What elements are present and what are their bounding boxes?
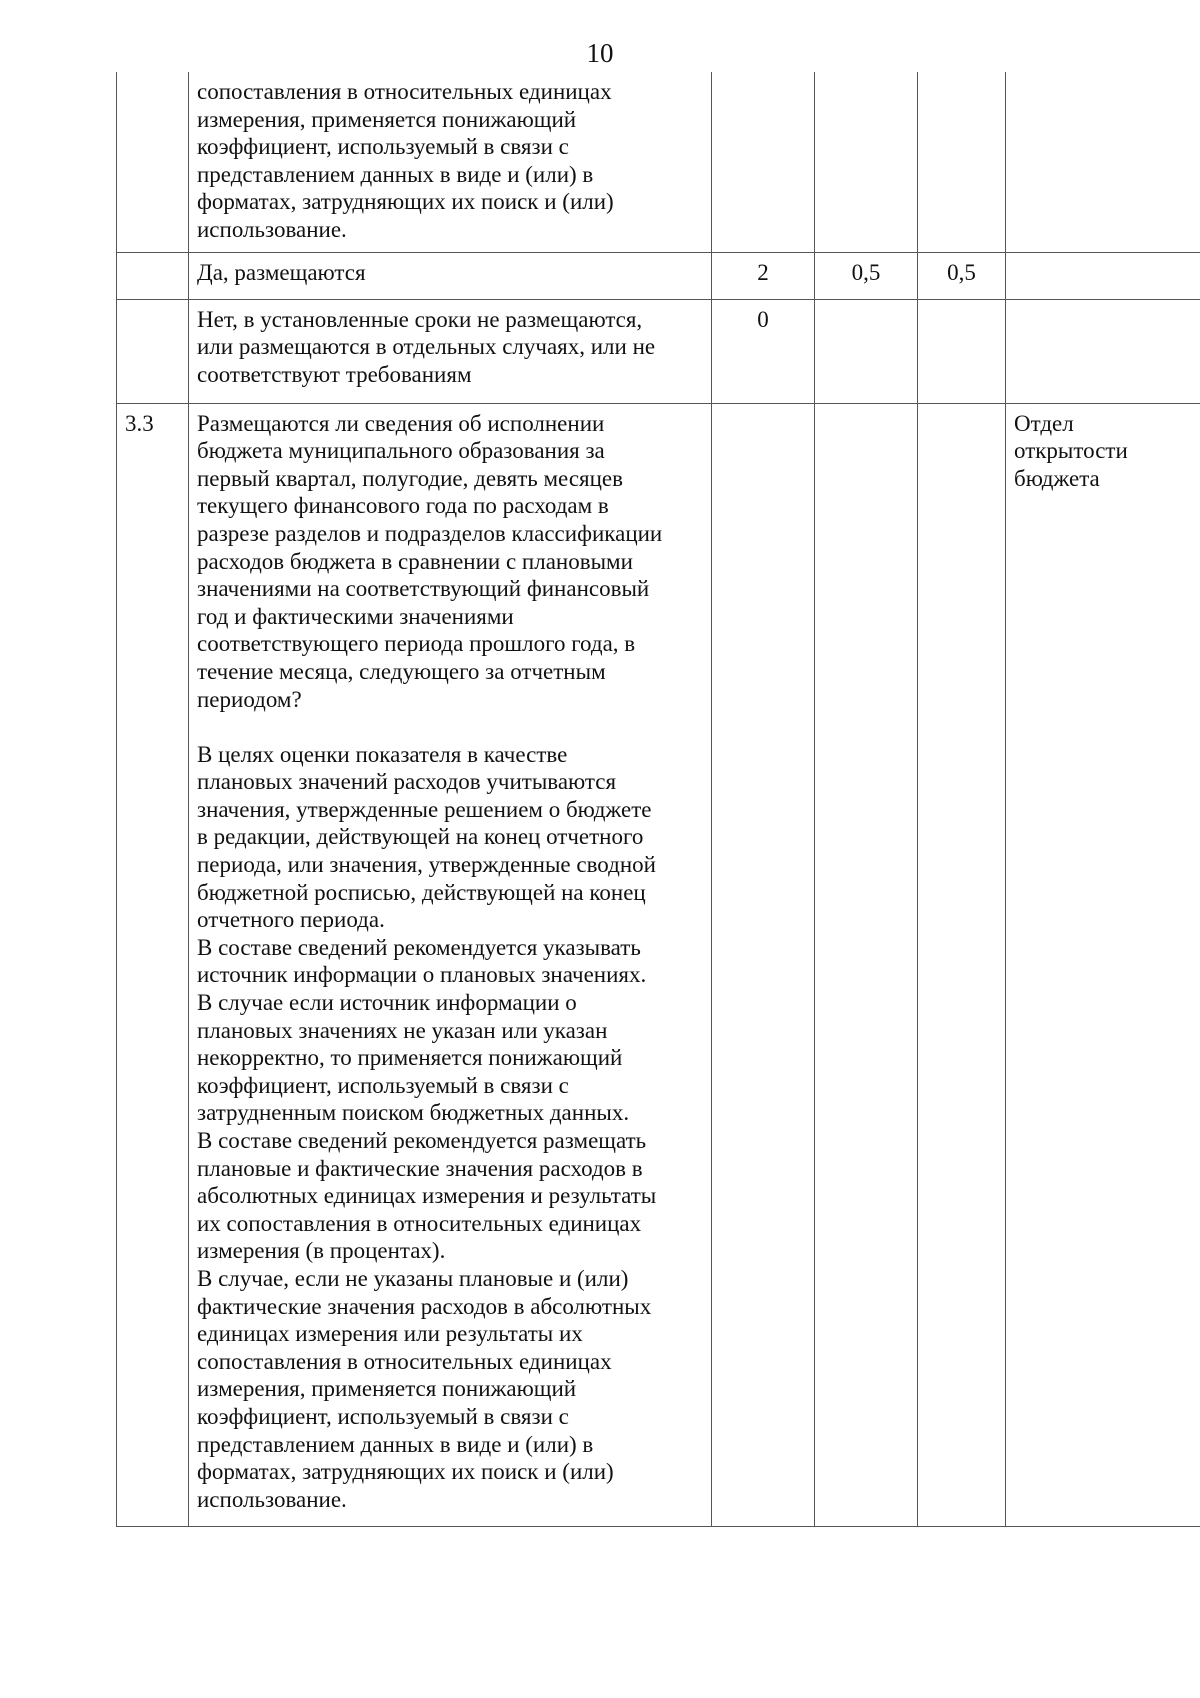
table-row <box>117 252 1200 299</box>
table-row <box>117 299 1200 403</box>
row-number-cell: 3.3 <box>117 403 189 1526</box>
row-number-cell <box>117 72 189 252</box>
score-cell <box>815 72 918 252</box>
criterion-text-cell: Размещаются ли сведения об исполнении бюджета муниципального образования за первый квартал, полугодие, девять месяцев текущего финансового года по расходам в разрезе разделов и подразделов классификации расходов бюджета в сравнении с плановыми значениями на соответствующий финансовый год и фактическими значениями соответствующего периода прошлого года, в течение месяца, следующего за отчетным периодом? В целях оценки показателя в качестве плановых значений расходов учитываются значения, утвержденные решением о бюджете в редакции, действующей на конец отчетного периода, или значения, утвержденные сводной бюджетной росписью, действующей на конец отчетного периода. В составе сведений рекомендуется указывать источник информации о плановых значениях. В случае если источник информации о плановых значениях не указан или указан некорректно, то применяется понижающий коэффициент, используемый в связи с затрудненным поиском бюджетных данных. В составе сведений рекомендуется размещать плановые и фактические значения расходов в абсолютных единицах измерения и результаты их сопоставления в относительных единицах измерения (в процентах). В случае, если не указаны плановые и (или) фактические значения расходов в абсолютных единицах измерения или результаты их сопоставления в относительных единицах измерения, применяется понижающий коэффициент, используемый в связи с представлением данных в виде и (или) в форматах, затрудняющих их поиск и (или) использование. <box>189 403 712 1526</box>
table-row <box>117 403 1200 1526</box>
row-number-cell <box>117 299 189 403</box>
responsible-cell <box>1006 252 1200 299</box>
score-cell: 0,5 <box>815 252 918 299</box>
max-score-cell: 0 <box>712 299 815 403</box>
score-cell: 0,5 <box>918 252 1006 299</box>
answer-option-cell: Да, размещаются <box>189 252 712 299</box>
page-number: 10 <box>586 38 614 68</box>
criteria-table <box>116 72 1200 1527</box>
table-row <box>117 72 1200 252</box>
row-number-cell <box>117 252 189 299</box>
score-cell <box>815 299 918 403</box>
responsible-cell: Отдел открытости бюджета <box>1006 403 1200 1526</box>
responsible-cell <box>1006 299 1200 403</box>
score-cell <box>918 299 1006 403</box>
answer-option-cell: Нет, в установленные сроки не размещаются, или размещаются в отдельных случаях, или не соответствуют требованиям <box>189 299 712 403</box>
max-score-cell: 2 <box>712 252 815 299</box>
score-cell <box>918 403 1006 1526</box>
criterion-text-cell: сопоставления в относительных единицах измерения, применяется понижающий коэффициент, используемый в связи с представлением данных в виде и (или) в форматах, затрудняющих их поиск и (или) использование. <box>189 72 712 252</box>
responsible-cell <box>1006 72 1200 252</box>
max-score-cell <box>712 72 815 252</box>
score-cell <box>815 403 918 1526</box>
score-cell <box>918 72 1006 252</box>
max-score-cell <box>712 403 815 1526</box>
